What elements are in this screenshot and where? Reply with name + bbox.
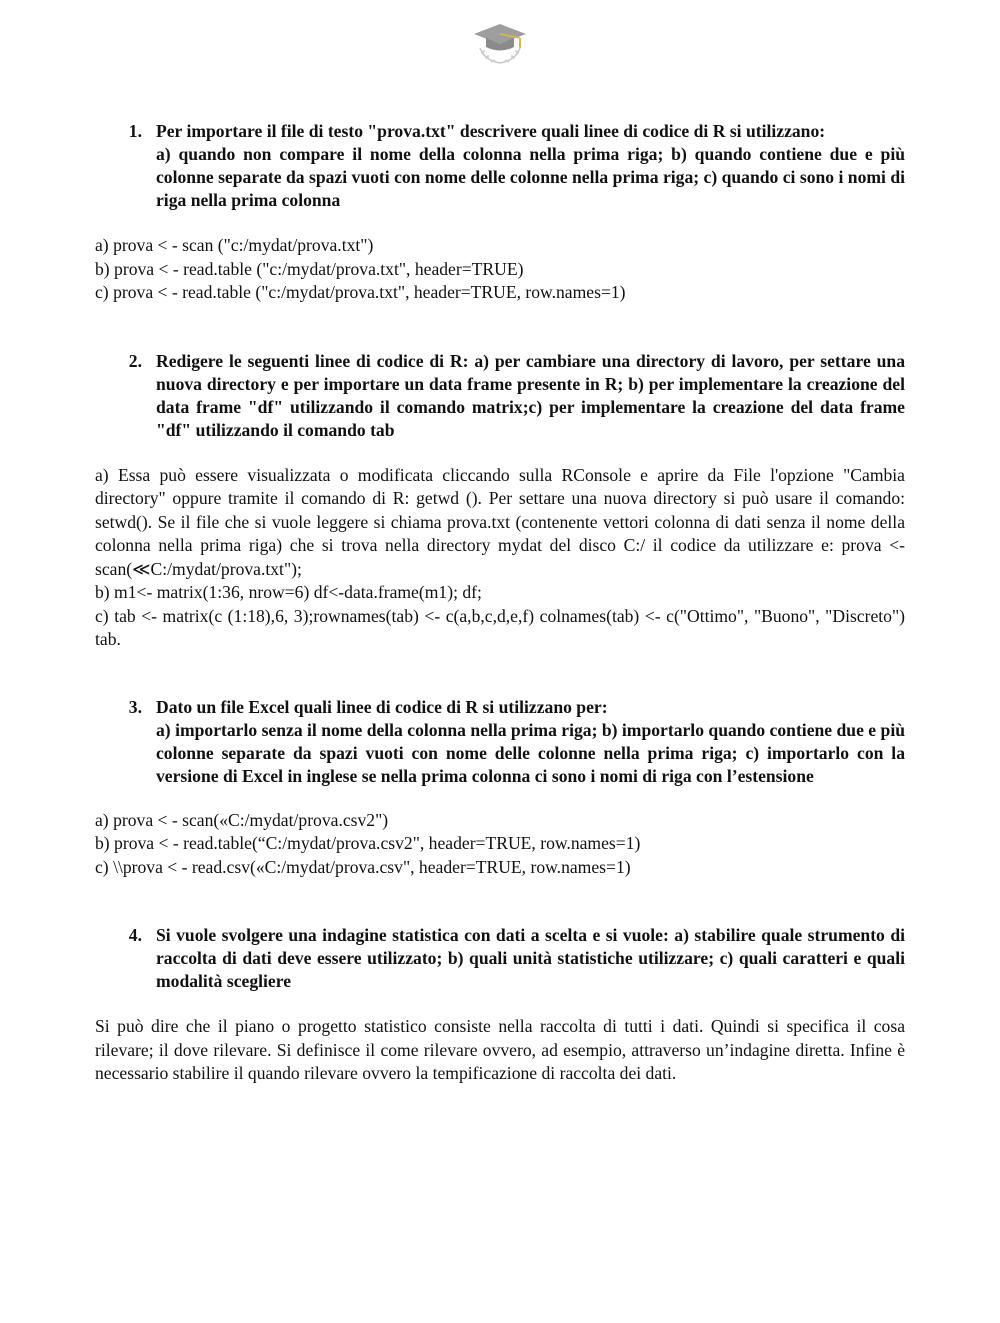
answer-4 xyxy=(95,1015,905,1086)
answer-line: b) prova < - read.table(“C:/mydat/prova.csv2", header=TRUE, row.names=1) xyxy=(95,833,641,853)
question-text: Per importare il file di testo "prova.txt" descrivere quali linee di codice di R si utilizzano: xyxy=(156,121,826,141)
document-body xyxy=(95,120,905,1086)
question-4 xyxy=(95,924,905,993)
answer-line: c) tab <- matrix(c (1:18),6, 3);rownames(tab) <- c(a,b,c,d,e,f) colnames(tab) <- c("Ottimo", "Buono", "Discreto") tab. xyxy=(95,605,905,649)
answer-line: a) prova < - scan(«C:/mydat/prova.csv2") xyxy=(95,809,389,830)
answer-line: c) prova < - read.table ("c:/mydat/prova.txt", header=TRUE, row.names=1) xyxy=(95,282,626,302)
answer-line: Si può dire che il piano o progetto statistico consiste nella raccolta di tutti i dati. Quindi si specifica il cosa rilevare; il dove rilevare. Si definisce il come rilevare ovvero, ad esempio, attraverso un’indagine diretta. Infine è necessario stabilire il quando rilevare ovvero la tempificazione di raccolta dei dati. xyxy=(95,1016,905,1083)
answer-2 xyxy=(95,464,905,652)
question-text: Si vuole svolgere una indagine statistica con dati a scelta e si vuole: a) stabilire quale strumento di raccolta di dati deve essere utilizzato; b) quali unità statistiche utilizzare; c) quali caratteri e quali modalità scegliere xyxy=(156,925,905,991)
question-text: a) importarlo senza il nome della colonna nella prima riga; b) importarlo quando contiene due e più colonne separate da spazi vuoti con nome delle colonne nella prima riga; c) importarlo con la versione di Excel in inglese se nella prima colonna ci sono i nomi di riga con l’estensione xyxy=(156,719,905,786)
answer-line: c) \\prova < - read.csv(«C:/mydat/prova.csv", header=TRUE, row.names=1) xyxy=(95,856,631,877)
question-text: a) quando non compare il nome della colonna nella prima riga; b) quando contiene due e più colonne separate da spazi vuoti con nome delle colonne nella prima riga; c) quando ci sono i nomi di riga nella prima colonna xyxy=(156,144,905,210)
question-number: 3. xyxy=(128,696,142,717)
graduation-cap-icon xyxy=(470,18,530,66)
question-number: 2. xyxy=(128,350,142,371)
answer-3 xyxy=(95,809,905,880)
answer-line: a) prova < - scan ("c:/mydat/prova.txt") xyxy=(95,235,374,255)
question-text: Redigere le seguenti linee di codice di R: a) per cambiare una directory di lavoro, per settare una nuova directory e per importare un data frame presente in R; b) per implementare la creazione del data frame "df" utilizzando il comando matrix;c) per implementare la creazione del data frame "df" utilizzando il comando tab xyxy=(156,350,905,440)
question-2 xyxy=(95,350,905,442)
question-1 xyxy=(95,120,905,212)
question-number: 4. xyxy=(128,925,142,945)
question-3 xyxy=(95,696,905,788)
answer-line: b) m1<- matrix(1:36, nrow=6) df<-data.frame(m1); df; xyxy=(95,582,482,602)
question-number: 1. xyxy=(128,121,142,141)
question-text: Dato un file Excel quali linee di codice di R si utilizzano per: xyxy=(156,696,608,717)
answer-line: b) prova < - read.table ("c:/mydat/prova.txt", header=TRUE) xyxy=(95,258,524,279)
answer-line: a) Essa può essere visualizzata o modificata cliccando sulla RConsole e aprire da File l'opzione "Cambia directory" oppure tramite il comando di R: getwd (). Per settare una nuova directory si può usare il comando: setwd(). Se il file che si vuole leggere si chiama prova.txt (contenente vettori colonna di dati senza il nome della colonna nella prima riga) che si trova nella directory mydat del disco C:/ il codice da utilizzare e: prova <- scan(≪C:/mydat/prova.txt"); xyxy=(95,464,905,579)
answer-1 xyxy=(95,234,905,305)
